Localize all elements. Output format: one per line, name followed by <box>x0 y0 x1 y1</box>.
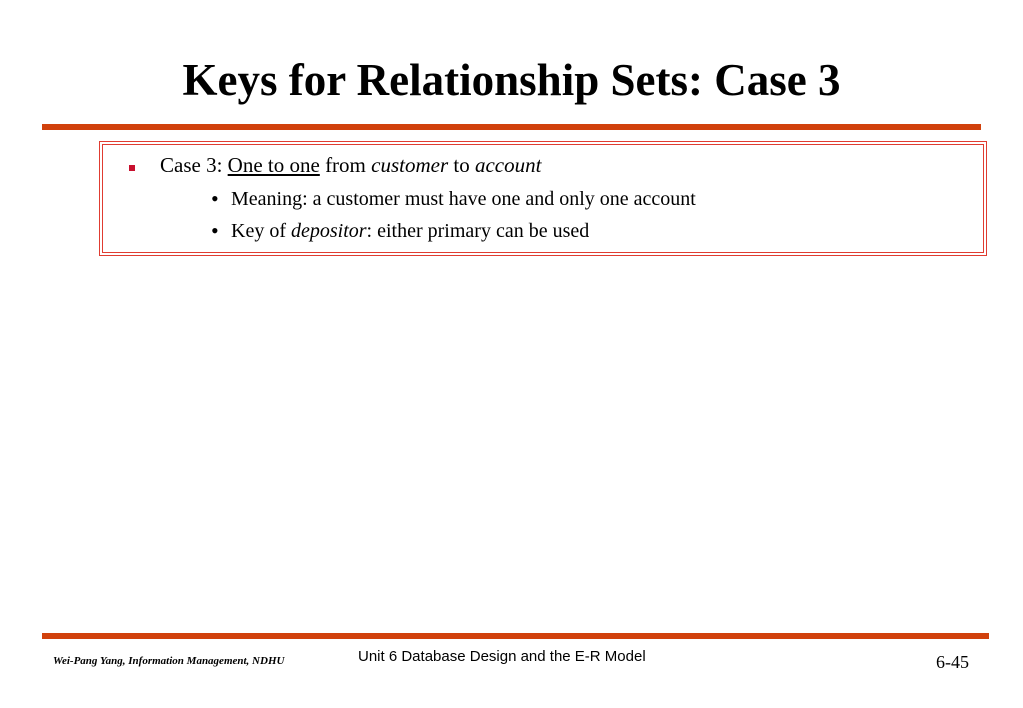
round-bullet-icon: • <box>211 218 219 243</box>
from-text: from <box>319 153 372 177</box>
content-box <box>99 141 987 256</box>
footer-divider <box>42 633 989 639</box>
slide-title: Keys for Relationship Sets: Case 3 <box>182 55 841 105</box>
sub-bullet-suffix: : either primary can be used <box>366 220 590 242</box>
entity-customer: customer <box>371 153 449 177</box>
bullet-case-3 <box>160 150 541 180</box>
page-number: 6-45 <box>936 652 969 672</box>
sub-bullet-text: Meaning: a customer must have one and only one account <box>231 188 696 210</box>
square-bullet-icon <box>129 165 135 171</box>
relation-type: One to one <box>227 153 320 177</box>
sub-bullet-meaning <box>211 186 696 212</box>
to-text: to <box>448 153 475 177</box>
case-label: Case 3: <box>160 153 228 177</box>
footer-unit-title: Unit 6 Database Design and the E-R Model <box>358 648 646 665</box>
depositor-term: depositor <box>290 220 367 242</box>
sub-bullet-prefix: Key of <box>231 220 291 242</box>
entity-account: account <box>474 153 542 177</box>
title-divider <box>42 124 981 130</box>
round-bullet-icon: • <box>211 186 219 211</box>
sub-bullet-key <box>211 218 590 244</box>
footer-author: Wei-Pang Yang, Information Management, NDHU <box>53 655 285 667</box>
